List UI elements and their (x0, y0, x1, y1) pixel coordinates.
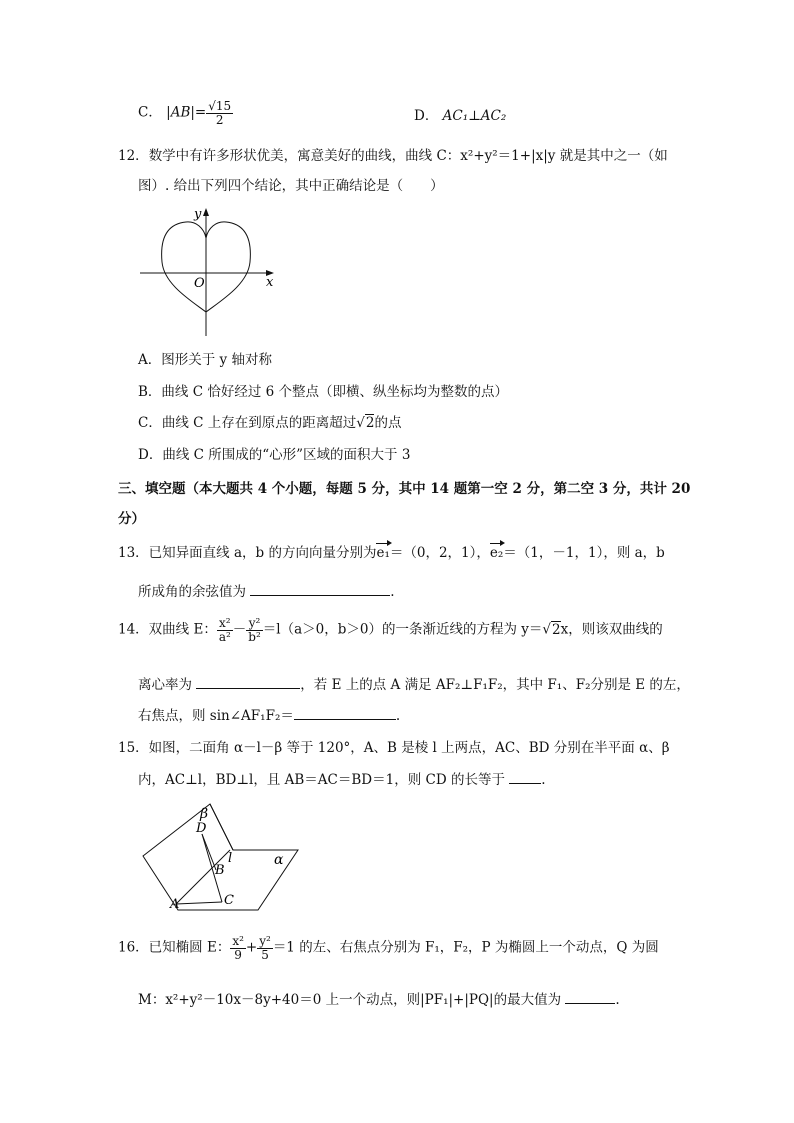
label-b: B (215, 863, 225, 878)
question-text: ，若 E 上的点 A 满足 AF₂⊥F₁F₂，其中 F₁、F₂分别是 E 的左， (300, 677, 690, 693)
operator: + (245, 939, 258, 956)
label-c: C (224, 893, 234, 908)
question-text: ＝1 的左、右焦点分别为 F₁，F₂，P 为椭圆上一个动点，Q 为圆 (272, 939, 659, 956)
label-a: A (170, 897, 180, 912)
question-text: 16．已知椭圆 E： (118, 939, 231, 956)
answer-blank[interactable] (196, 676, 300, 689)
fraction (257, 935, 273, 961)
label-beta: β (200, 806, 209, 822)
question-text: . (390, 584, 395, 600)
q12-stem-line2 (138, 178, 444, 194)
q12-stem-line1 (118, 148, 668, 164)
q15-line1 (118, 740, 670, 756)
heart-curve-figure (136, 200, 286, 340)
dihedral-angle-figure (138, 798, 308, 916)
sqrt-radicand: 2 (552, 621, 561, 638)
origin-label: O (194, 276, 205, 291)
option-text: C．曲线 C 上存在到原点的距离超过 (138, 415, 357, 431)
answer-blank[interactable] (294, 707, 396, 720)
q12-option-a (138, 352, 272, 368)
question-text: 数学中有许多形状优美，寓意美好的曲线，曲线 C：x²+y²＝1+|x|y 就是其中之一（如 (148, 148, 668, 164)
question-text: 离心率为 (138, 677, 192, 693)
question-text: . (615, 992, 620, 1008)
fraction-denominator: 2 (215, 112, 224, 127)
y-axis-label: y (194, 207, 202, 222)
fraction-denominator: 9 (234, 947, 242, 962)
question-number: 12． (118, 148, 149, 164)
q13-line1 (118, 545, 665, 561)
x-axis-label: x (266, 275, 274, 290)
vector-e2: e₂ (489, 545, 504, 561)
question-text: M：x²+y²－10x－8y+40＝0 上一个动点，则|PF₁|+|PQ|的最大值为 (138, 992, 562, 1008)
question-text: ＝（1，－1，1），则 a，b (503, 545, 665, 561)
section-title: 三、填空题（本大题共 4 个小题，每题 5 分，其中 14 题第一空 2 分，第二空 3 分，共计 20 (118, 481, 691, 497)
section-header (118, 481, 690, 497)
question-text: 15．如图，二面角 α－l－β 等于 120°，A、B 是棱 l 上两点，AC、BD 分别在半平面 α、β (118, 740, 670, 756)
question-text: ＝l（a＞0，b＞0）的一条渐近线的方程为 y＝ (262, 621, 543, 638)
segment-ac (176, 902, 222, 904)
q16-line2 (138, 991, 620, 1008)
option-label: C． (138, 104, 162, 121)
fraction (206, 100, 233, 126)
question-text: x，则该双曲线的 (560, 621, 663, 638)
fraction-denominator: 5 (261, 947, 269, 962)
q14-line2 (138, 676, 690, 693)
option-text: AC₁⊥AC₂ (442, 108, 507, 124)
option-text: A．图形关于 y 轴对称 (138, 352, 272, 368)
vector-e1: e₁ (376, 545, 390, 561)
question-text: 所成角的余弦值为 (138, 584, 246, 600)
question-text: 右焦点，则 sin∠AF₁F₂＝ (138, 708, 294, 724)
question-text: 图）. 给出下列四个结论，其中正确结论是（ ） (138, 178, 444, 194)
fraction (246, 617, 263, 643)
question-text: 内，AC⊥l，BD⊥l，且 AB＝AC＝BD＝1，则 CD 的长等于 (138, 772, 505, 788)
fraction (217, 617, 233, 643)
label-l: l (228, 851, 233, 866)
option-text: D．曲线 C 所围成的“心形”区域的面积大于 3 (138, 447, 411, 463)
q15-line2 (138, 771, 546, 788)
fraction (230, 935, 246, 961)
option-text: |AB|= (166, 104, 207, 121)
sqrt-radicand: 2 (365, 415, 375, 431)
question-text: ＝（0，2，1）， (389, 545, 490, 561)
question-text: 14．双曲线 E： (118, 621, 217, 638)
label-alpha: α (274, 852, 284, 868)
q11-option-d (414, 108, 506, 124)
operator: － (232, 621, 247, 638)
q14-line3 (138, 707, 400, 724)
label-d: D (196, 821, 207, 836)
q11-option-c (138, 100, 233, 126)
fraction-numerator: √15 (208, 99, 232, 113)
answer-blank[interactable] (565, 991, 615, 1004)
fraction-denominator: a² (218, 629, 231, 644)
fraction-numerator: y² (246, 617, 263, 631)
section-header-cont (118, 511, 145, 527)
plane-beta-edge (210, 804, 233, 850)
question-text: . (395, 708, 401, 724)
y-axis-arrow (203, 208, 209, 216)
q12-option-c: C．曲线 C 上存在到原点的距离超过√2的点 (138, 415, 402, 431)
q14-line1: 14．双曲线 E： $\frac{\text{x²}}{\text{a²}}$ － $\frac{\text{y²}}{\text{b²}}$ ＝l（a＞0，b＞0）的一条渐近线的方程为 y＝√2x，则该双曲线的 (118, 616, 663, 644)
option-text: B．曲线 C 恰好经过 6 个整点（即横、纵坐标均为整数的点） (138, 384, 509, 400)
q12-option-b (138, 384, 508, 400)
answer-blank[interactable] (250, 583, 390, 596)
option-label: D． (414, 108, 439, 124)
fraction-numerator: y² (259, 934, 271, 948)
answer-blank[interactable] (509, 771, 541, 784)
question-text: 13．已知异面直线 a，b 的方向向量分别为 (118, 545, 377, 561)
fraction-denominator: b² (248, 629, 261, 644)
q12-option-d (138, 447, 410, 463)
q16-line1 (118, 935, 659, 961)
fraction-numerator: x² (232, 934, 244, 948)
option-text: 的点 (374, 415, 402, 431)
question-text: . (541, 772, 546, 788)
q13-line2 (138, 583, 395, 600)
fraction-numerator: x² (217, 617, 233, 631)
section-title: 分） (118, 511, 145, 527)
